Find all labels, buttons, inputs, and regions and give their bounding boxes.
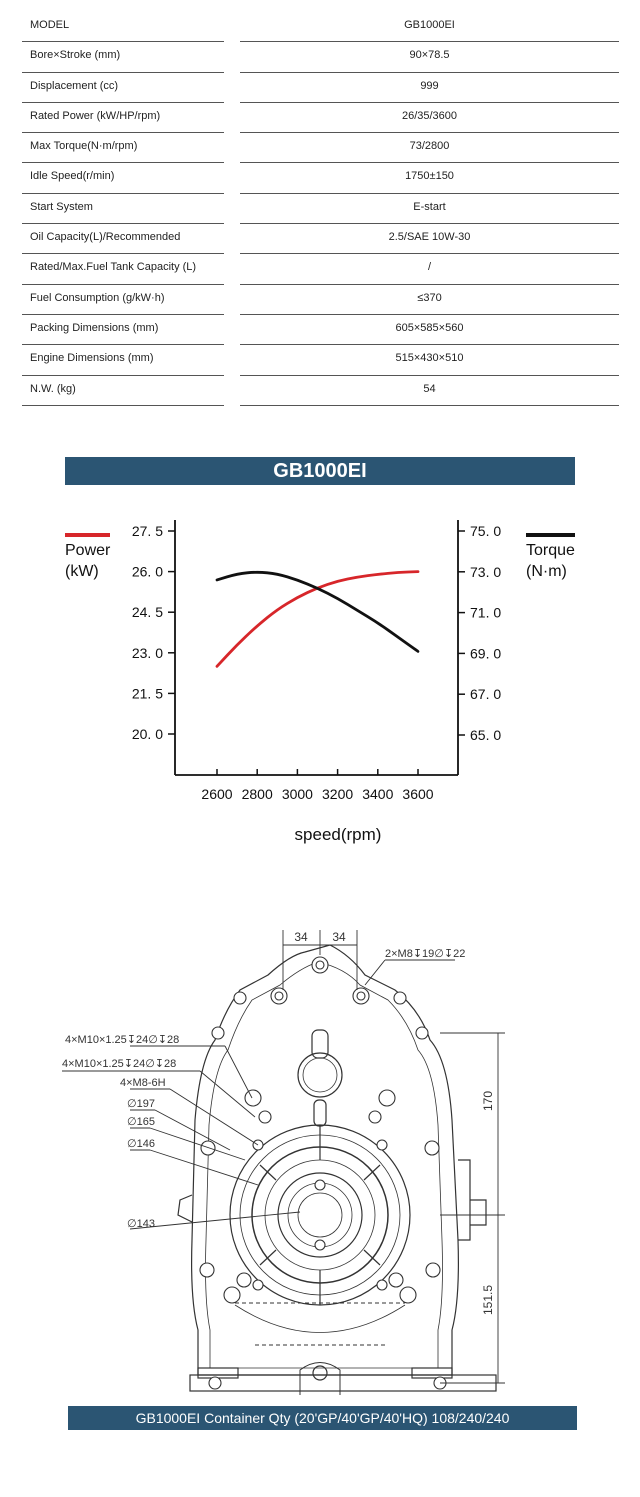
right-tick-label: 67. 0 (470, 686, 502, 703)
left-tick-label: 23. 0 (131, 644, 163, 661)
engine-dimension-drawing (0, 920, 640, 1400)
spec-row (22, 73, 619, 103)
spec-value: GB1000EI (404, 19, 455, 31)
dim-vertical-upper: 170 (481, 1090, 495, 1112)
spec-value: E-start (413, 200, 446, 213)
callout-m10-1: 4×M10×1.25↧24∅↧28 (65, 1034, 180, 1046)
spec-value: 26/35/3600 (401, 109, 458, 122)
spec-row (22, 42, 619, 72)
x-tick-label: 2600 (201, 786, 233, 802)
chart-banner: GB1000EI (65, 457, 575, 485)
callout-m8: 4×M8-6H (120, 1077, 166, 1089)
spec-value: / (427, 261, 432, 274)
spec-label: Packing Dimensions (mm) (30, 321, 159, 334)
x-tick-label: 3200 (322, 786, 354, 802)
spec-value: 90×78.5 (409, 49, 450, 62)
legend-power-label: Power (65, 542, 111, 559)
spec-label: Rated Power (kW/HP/rpm) (30, 109, 161, 122)
spec-label: Max Torque(N·m/rpm) (30, 140, 138, 153)
spec-label: Engine Dimensions (mm) (30, 352, 154, 365)
right-tick-label: 73. 0 (470, 563, 502, 580)
callout-d143: ∅143 (127, 1218, 155, 1230)
callout-d146: ∅146 (127, 1138, 155, 1150)
spec-value: 54 (423, 382, 436, 395)
spec-row (22, 133, 619, 163)
spec-row (22, 103, 619, 133)
x-axis-label: speed(rpm) (294, 825, 382, 844)
spec-row (22, 254, 619, 284)
spec-value: ≤370 (417, 291, 442, 304)
spec-row (22, 345, 619, 375)
series-line-torque (217, 572, 418, 651)
spec-row (22, 12, 619, 42)
callout-m10-2: 4×M10×1.25↧24∅↧28 (62, 1058, 177, 1070)
spec-label: N.W. (kg) (30, 382, 76, 395)
callout-d197: ∅197 (127, 1098, 155, 1110)
spec-row (22, 194, 619, 224)
spec-table (22, 12, 619, 406)
spec-label: Displacement (cc) (30, 79, 119, 92)
spec-row (22, 285, 619, 315)
spec-label: Oil Capacity(L)/Recommended (30, 231, 181, 244)
legend-torque-label: Torque (526, 542, 575, 559)
spec-value: 605×585×560 (395, 321, 464, 334)
spec-label: Bore×Stroke (mm) (30, 49, 121, 62)
performance-chart (0, 490, 640, 860)
callout-d165: ∅165 (127, 1116, 155, 1128)
x-tick-label: 3000 (281, 786, 313, 802)
dim-vertical-lower: 151.5 (481, 1284, 495, 1316)
spec-value: 999 (420, 79, 439, 92)
left-tick-label: 24. 5 (131, 604, 163, 621)
x-tick-label: 3600 (402, 786, 434, 802)
container-qty-banner: GB1000EI Container Qty (20'GP/40'GP/40'HQ) 108/240/240 (68, 1406, 577, 1430)
dim-top-left: 34 (294, 930, 308, 944)
right-tick-label: 69. 0 (470, 645, 502, 662)
left-tick-label: 26. 0 (131, 563, 163, 580)
spec-label: MODEL (30, 19, 70, 31)
left-tick-label: 27. 5 (131, 523, 163, 539)
row-divider (240, 405, 619, 406)
legend-torque-unit: (N·m) (526, 563, 567, 580)
spec-row (22, 376, 619, 406)
legend-power-unit: (kW) (65, 563, 99, 580)
spec-value: 2.5/SAE 10W-30 (388, 231, 471, 244)
right-tick-label: 75. 0 (470, 523, 502, 539)
spec-value: 73/2800 (409, 140, 450, 153)
right-tick-label: 65. 0 (470, 727, 502, 743)
spec-label: Start System (30, 200, 93, 213)
right-tick-label: 71. 0 (470, 604, 502, 621)
spec-row (22, 315, 619, 345)
dim-top-right: 34 (332, 930, 346, 944)
spec-row (22, 224, 619, 254)
series-line-power (217, 572, 418, 667)
spec-row (22, 163, 619, 193)
spec-value: 1750±150 (405, 170, 454, 183)
row-divider (22, 405, 224, 406)
spec-label: Fuel Consumption (g/kW·h) (30, 291, 165, 304)
spec-label: Rated/Max.Fuel Tank Capacity (L) (30, 261, 197, 274)
left-tick-label: 20. 0 (131, 726, 163, 742)
left-tick-label: 21. 5 (131, 685, 163, 702)
spec-label: Idle Speed(r/min) (30, 170, 115, 183)
x-tick-label: 2800 (241, 786, 273, 802)
x-tick-label: 3400 (362, 786, 394, 802)
callout-top: 2×M8↧19∅↧22 (385, 948, 466, 960)
spec-value: 515×430×510 (395, 352, 464, 365)
